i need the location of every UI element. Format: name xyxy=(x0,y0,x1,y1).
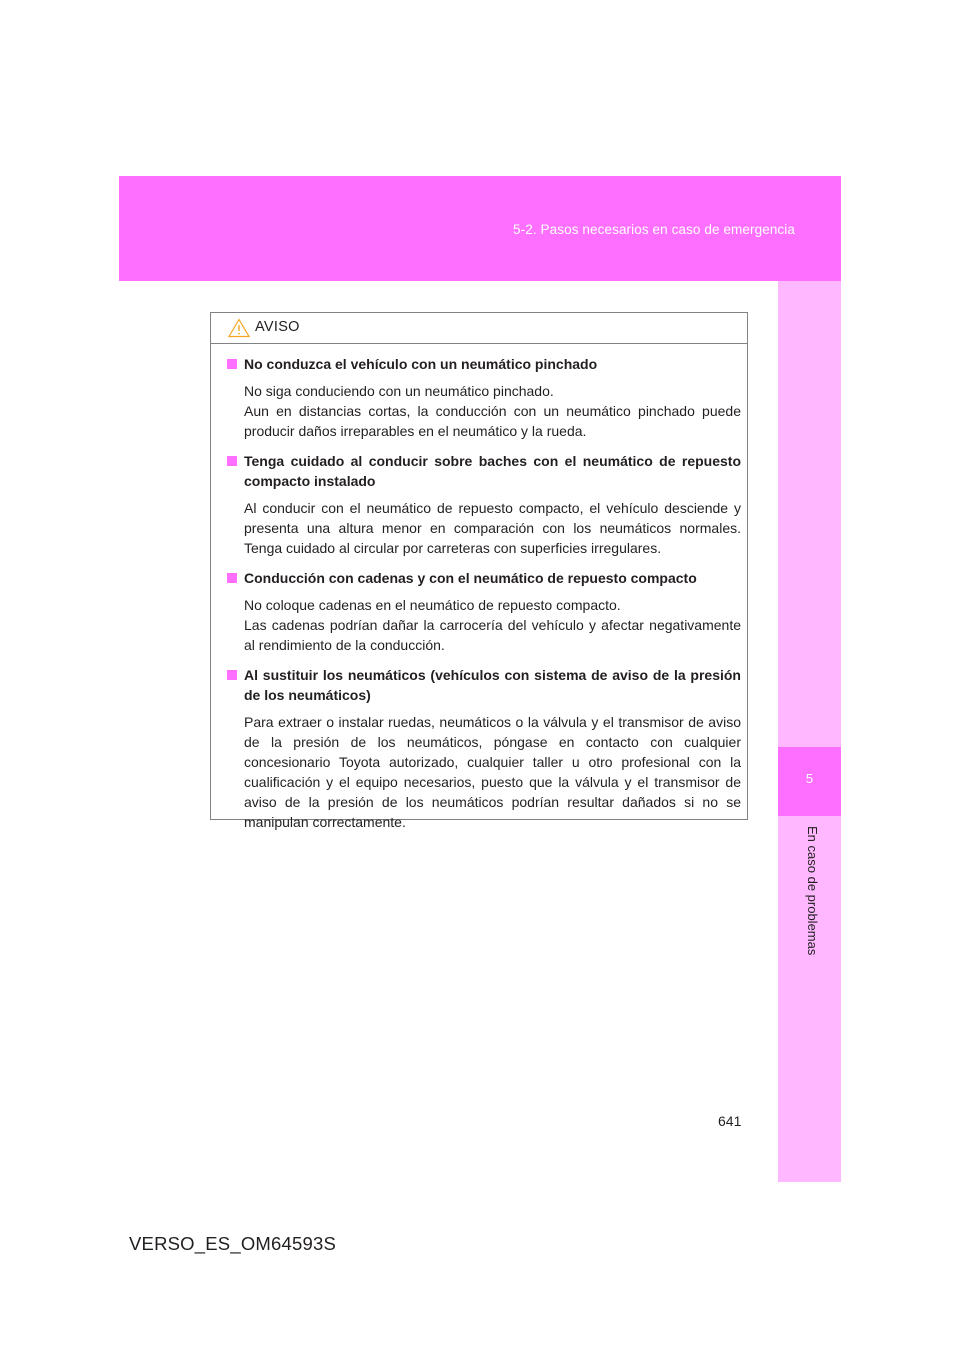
warning-title: AVISO xyxy=(255,319,300,335)
paragraph: No coloque cadenas en el neumático de repuesto compacto. xyxy=(244,597,621,613)
paragraph: No siga conduciendo con un neumático pinchado. xyxy=(244,383,554,399)
section-title: 5-2. Pasos necesarios en caso de emergencia xyxy=(513,222,795,237)
warning-item-title: Al sustituir los neumáticos (vehículos con sistema de aviso de la presión de los neumáticos) xyxy=(227,665,741,705)
side-tab xyxy=(778,281,841,1182)
paragraph: Para extraer o instalar ruedas, neumáticos o la válvula y el transmisor de aviso de la presión de los neumáticos, póngase en contacto con cualquier concesionario Toyota autorizado, cualquier taller u otro profesional con la cualificación y el equipo necesarios, puesto que la válvula y el transmisor de aviso de la presión de los neumáticos podrían resultar dañados si no se manipulan correctamente. xyxy=(244,714,741,830)
warning-item xyxy=(227,568,741,655)
header-band xyxy=(119,176,841,281)
warning-item-title: Conducción con cadenas y con el neumático de repuesto compacto xyxy=(227,568,741,588)
warning-header xyxy=(211,313,747,344)
paragraph: Al conducir con el neumático de repuesto compacto, el vehículo desciende y presenta una altura menor en comparación con los neumáticos normales. Tenga cuidado al circular por carreteras con superficies irregulares. xyxy=(244,500,741,556)
warning-item xyxy=(227,451,741,558)
document-code: VERSO_ES_OM64593S xyxy=(129,1233,337,1254)
warning-item-text xyxy=(227,498,741,558)
warning-item-title: Tenga cuidado al conducir sobre baches con el neumático de repuesto compacto instalado xyxy=(227,451,741,491)
warning-item xyxy=(227,354,741,441)
paragraph: Las cadenas podrían dañar la carrocería del vehículo y afectar negativamente al rendimiento de la conducción. xyxy=(244,617,741,653)
chapter-number: 5 xyxy=(805,771,814,786)
chapter-tab xyxy=(778,747,841,816)
warning-box xyxy=(210,312,748,830)
warning-item-text xyxy=(227,381,741,441)
paragraph: Aun en distancias cortas, la conducción con un neumático pinchado puede producir daños irreparables en el neumático y la rueda. xyxy=(244,403,741,439)
warning-item-text xyxy=(227,712,741,832)
chapter-label: En caso de problemas xyxy=(805,826,820,956)
warning-item-text xyxy=(227,595,741,655)
warning-body xyxy=(211,344,747,832)
page-number: 641 xyxy=(718,1113,742,1129)
warning-triangle-icon xyxy=(228,318,250,338)
warning-item xyxy=(227,665,741,832)
warning-item-title: No conduzca el vehículo con un neumático pinchado xyxy=(227,354,741,374)
